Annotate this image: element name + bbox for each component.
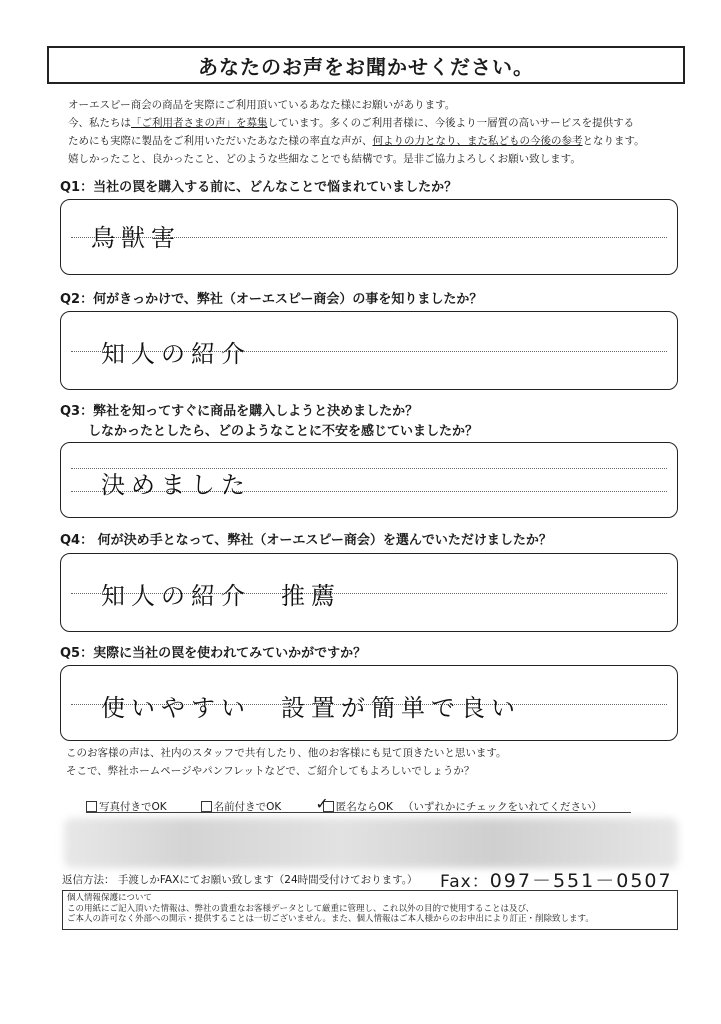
fax-label: Fax： xyxy=(440,872,490,892)
privacy-title: 個人情報保護について xyxy=(67,893,152,903)
answer-2-handwriting: 知人の紹介 xyxy=(101,340,251,368)
redacted-signature-area xyxy=(64,818,678,868)
intro-line-3: ためにも実際に製品をご利用いただいたあなた様の率直な声が、何よりの力となり、また私どもの今後の参考となります。 xyxy=(68,135,645,147)
question-4-label: Q4： 何が決め手となって、弊社（オーエスピー商会）を選んでいただけましたか？ xyxy=(60,533,552,548)
consent-hint: （いずれかにチェックをいれてください） xyxy=(402,801,603,813)
answer-box-4[interactable] xyxy=(60,553,678,632)
question-2-label: Q2：何がきっかけで、弊社（オーエスピー商会）の事を知りましたか？ xyxy=(60,292,483,307)
checkbox-icon[interactable] xyxy=(201,801,212,812)
answer-box-5[interactable] xyxy=(60,665,678,741)
closing-line-1: このお客様の声は、社内のスタッフで共有したり、他のお客様にも見て頂きたいと思います。 xyxy=(66,747,507,759)
answer-box-1[interactable] xyxy=(60,199,678,275)
intro-line-2: 今、私たちは「ご利用者さまの声」を募集しています。多くのご利用者様に、今後より一層質の高いサービスを提供する xyxy=(68,117,635,129)
closing-text xyxy=(66,744,681,780)
intro-line-1: オーエスピー商会の商品を実際にご利用頂いているあなた様にお願いがあります。 xyxy=(68,99,456,111)
divider xyxy=(86,812,631,813)
intro-text xyxy=(68,96,683,168)
privacy-line-2: ご本人の許可なく外部への開示・提供することは一切ございません。また、個人情報はご本人様からのお申出により訂正・削除致します。 xyxy=(67,914,594,924)
question-1-label: Q1：当社の罠を購入する前に、どんなことで悩まれていましたか？ xyxy=(60,180,458,195)
answer-1-handwriting: 鳥獣害 xyxy=(91,224,181,252)
answer-box-2[interactable] xyxy=(60,311,678,390)
answer-3-handwriting: 決めました xyxy=(101,471,251,499)
privacy-notice xyxy=(62,890,678,930)
page-title: あなたのお声をお聞かせください。 xyxy=(47,46,685,84)
fax-contact xyxy=(440,866,673,893)
intro-line-4: 嬉しかったこと、良かったこと、どのような些細なことでも結構です。是非ご協力よろしくお願い致します。 xyxy=(68,153,581,165)
answer-4-handwriting: 知人の紹介 推薦 xyxy=(101,582,341,610)
closing-line-2: そこで、弊社ホームページやパンフレットなどで、ご紹介してもよろしいでしょうか？ xyxy=(66,765,475,777)
consent-options xyxy=(86,794,686,816)
fax-number: 097－551－0507 xyxy=(489,870,673,892)
question-5-label: Q5：実際に当社の罠を使われてみていかがですか？ xyxy=(60,646,367,661)
privacy-line-1: この用紙にご記入頂いた情報は、弊社の貴重なお客様データとして厳重に管理し、これ以外の目的で使用することは及び、 xyxy=(67,903,535,914)
question-3-label: Q3：弊社を知ってすぐに商品を購入しようと決めましたか？ しなかったとしたら、どのようなことに不安を感じていましたか？ xyxy=(60,404,479,439)
answer-5-handwriting: 使いやすい 設置が簡単で良い xyxy=(101,694,521,722)
answer-box-3[interactable] xyxy=(60,442,678,518)
return-method-text: 返信方法： 手渡しかFAXにてお願い致します（24時間受付けております。） xyxy=(62,874,418,886)
consent-name-option[interactable]: 名前付きでOK xyxy=(201,799,282,814)
consent-anonymous-option[interactable]: ✓ 匿名ならOK xyxy=(315,794,393,813)
checkbox-icon[interactable] xyxy=(86,801,97,812)
checkmark-icon: ✓ xyxy=(315,794,329,813)
consent-photo-option[interactable]: 写真付きでOK xyxy=(86,799,167,814)
